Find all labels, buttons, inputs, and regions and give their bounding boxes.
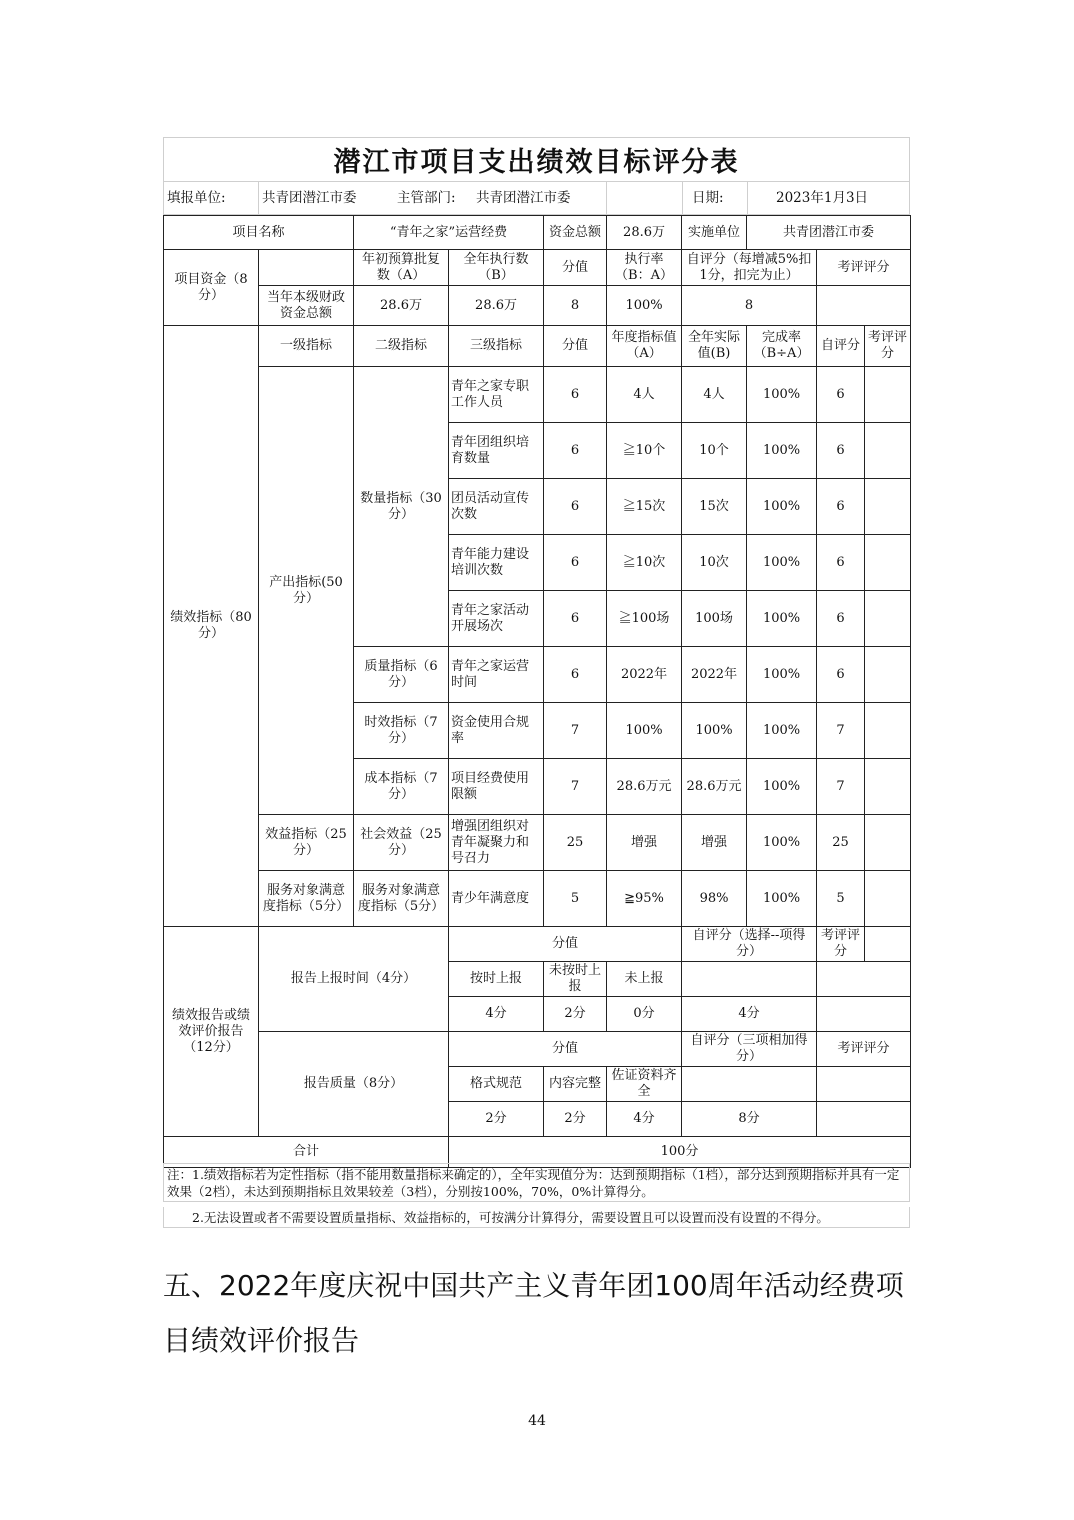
perf-l2-header: 二级指标 (354, 326, 449, 367)
report-time-header-row (164, 927, 911, 962)
dept-value: 共青团潜江市委 (476, 190, 571, 206)
perf-l2-service: 服务对象满意度指标（5分） (354, 871, 449, 927)
dept-label: 主管部门: (397, 190, 456, 206)
fund-total-value: 28.6万 (607, 216, 682, 250)
value-evidence: 4分 (607, 1102, 682, 1137)
value-none: 0分 (607, 997, 682, 1032)
report-quality-header-row (164, 1032, 911, 1067)
indicator-target: 增强 (607, 815, 682, 871)
total-value: 100分 (449, 1137, 911, 1168)
indicator-review (865, 815, 911, 871)
note-2: 2.无法设置或者不需要设置质量指标、效益指标的，可按满分计算得分，需要设置且可以设置而没有设置的不得分。 (163, 1207, 910, 1228)
indicator-target: 28.6万元 (607, 759, 682, 815)
report-time-label: 报告上报时间（4分） (259, 927, 449, 1032)
indicator-self: 25 (817, 815, 865, 871)
indicator-actual: 15次 (682, 479, 747, 535)
indicator-name: 青年之家专职工作人员 (449, 367, 544, 423)
table-title: 潜江市项目支出绩效目标评分表 (163, 137, 910, 181)
indicator-name: 青年之家活动开展场次 (449, 591, 544, 647)
indicator-score: 7 (544, 703, 607, 759)
indicator-name: 团员活动宣传次数 (449, 479, 544, 535)
indicator-review (865, 703, 911, 759)
date-value: 2023年1月3日 (776, 190, 869, 206)
indicator-rate: 100% (747, 535, 817, 591)
table-row (164, 815, 911, 871)
indicator-actual: 10次 (682, 535, 747, 591)
report-time-score-header: 分值 (449, 927, 682, 962)
funds-review-value (817, 286, 911, 326)
funds-section-label: 项目资金（8分） (164, 250, 259, 326)
perf-l2-timeliness: 时效指标（7分） (354, 703, 449, 759)
indicator-self: 7 (817, 759, 865, 815)
indicator-rate: 100% (747, 815, 817, 871)
report-time-self-header: 自评分（选择--项得分） (682, 927, 817, 962)
indicator-target: ≧10个 (607, 423, 682, 479)
indicator-score: 6 (544, 591, 607, 647)
option-none: 未上报 (607, 962, 682, 997)
indicator-name: 青年团组织培育数量 (449, 423, 544, 479)
perf-section-label: 绩效指标（80分） (164, 326, 259, 927)
perf-score-header: 分值 (544, 326, 607, 367)
indicator-self: 7 (817, 703, 865, 759)
project-name-value: “青年之家”运营经费 (354, 216, 544, 250)
indicator-self: 6 (817, 367, 865, 423)
indicator-self: 6 (817, 591, 865, 647)
indicator-score: 6 (544, 423, 607, 479)
impl-unit-value: 共青团潜江市委 (747, 216, 911, 250)
table-row (164, 871, 911, 927)
funds-rate-header: 执行率（B：A） (607, 250, 682, 286)
option-evidence: 佐证资料齐全 (607, 1067, 682, 1102)
info-row (163, 181, 910, 215)
indicator-actual: 2022年 (682, 647, 747, 703)
report-quality-self-value: 8分 (682, 1102, 817, 1137)
indicator-target: ≧95% (607, 871, 682, 927)
perf-actual-header: 全年实际值(B) (682, 326, 747, 367)
funds-budget-header: 年初预算批复数（A） (354, 250, 449, 286)
perf-target-header: 年度指标值（A） (607, 326, 682, 367)
indicator-rate: 100% (747, 423, 817, 479)
value-content: 2分 (544, 1102, 607, 1137)
funds-review-header: 考评评分 (817, 250, 911, 286)
indicator-actual: 100场 (682, 591, 747, 647)
indicator-actual: 增强 (682, 815, 747, 871)
perf-l1-output: 产出指标(50分） (259, 367, 354, 815)
table-row (164, 367, 911, 423)
funds-score-value: 8 (544, 286, 607, 326)
project-name-label: 项目名称 (164, 216, 354, 250)
indicator-review (865, 591, 911, 647)
report-quality-review-header: 考评评分 (817, 1032, 911, 1067)
funds-budget-value: 28.6万 (354, 286, 449, 326)
funds-exec-header: 全年执行数（B） (449, 250, 544, 286)
indicator-self: 6 (817, 647, 865, 703)
indicator-review (865, 871, 911, 927)
funds-score-header: 分值 (544, 250, 607, 286)
indicator-rate: 100% (747, 703, 817, 759)
perf-header-row (164, 326, 911, 367)
project-row (164, 216, 911, 250)
perf-l3-header: 三级指标 (449, 326, 544, 367)
indicator-score: 5 (544, 871, 607, 927)
indicator-name: 增强团组织对青年凝聚力和号召力 (449, 815, 544, 871)
funds-value-row (164, 286, 911, 326)
indicator-review (865, 535, 911, 591)
indicator-name: 青年之家运营时间 (449, 647, 544, 703)
funds-header-row (164, 250, 911, 286)
indicator-name: 青年能力建设培训次数 (449, 535, 544, 591)
indicator-actual: 98% (682, 871, 747, 927)
indicator-target: 2022年 (607, 647, 682, 703)
option-format: 格式规范 (449, 1067, 544, 1102)
indicator-self: 6 (817, 535, 865, 591)
indicator-target: ≧10次 (607, 535, 682, 591)
unit-value: 共青团潜江市委 (262, 190, 357, 206)
impl-unit-label: 实施单位 (682, 216, 747, 250)
indicator-rate: 100% (747, 591, 817, 647)
perf-l2-quality: 质量指标（6分） (354, 647, 449, 703)
page-number: 44 (528, 1413, 546, 1429)
indicator-self: 6 (817, 423, 865, 479)
perf-rate-header: 完成率（B÷A） (747, 326, 817, 367)
indicator-name: 青少年满意度 (449, 871, 544, 927)
indicator-target: ≧100场 (607, 591, 682, 647)
perf-l2-social: 社会效益（25分） (354, 815, 449, 871)
indicator-review (865, 479, 911, 535)
indicator-rate: 100% (747, 479, 817, 535)
indicator-score: 6 (544, 535, 607, 591)
indicator-review (865, 759, 911, 815)
note-1: 注：1.绩效指标若为定性指标（指不能用数量指标来确定的），全年实现值分为：达到预期指标（1档），部分达到预期指标并具有一定效果（2档），未达到预期指标且效果较差（3档），分别按100%，70%，0%计算得分。 (163, 1163, 910, 1202)
perf-self-header: 自评分 (817, 326, 865, 367)
indicator-self: 5 (817, 871, 865, 927)
report-quality-score-header: 分值 (449, 1032, 682, 1067)
funds-self-value: 8 (682, 286, 817, 326)
indicator-review (865, 647, 911, 703)
indicator-name: 项目经费使用限额 (449, 759, 544, 815)
funds-row-label: 当年本级财政资金总额 (259, 286, 354, 326)
total-label: 合计 (164, 1137, 449, 1168)
report-section-label: 绩效报告或绩效评价报告（12分） (164, 927, 259, 1137)
value-ontime: 4分 (449, 997, 544, 1032)
indicator-target: 100% (607, 703, 682, 759)
perf-review-header: 考评评分 (865, 326, 911, 367)
date-label: 日期: (692, 190, 724, 206)
indicator-actual: 100% (682, 703, 747, 759)
indicator-self: 6 (817, 479, 865, 535)
indicator-score: 25 (544, 815, 607, 871)
score-table (163, 215, 911, 1168)
indicator-score: 7 (544, 759, 607, 815)
perf-l1-header: 一级指标 (259, 326, 354, 367)
funds-exec-value: 28.6万 (449, 286, 544, 326)
indicator-rate: 100% (747, 871, 817, 927)
report-quality-self-header: 自评分（三项相加得分） (682, 1032, 817, 1067)
indicator-actual: 28.6万元 (682, 759, 747, 815)
option-late: 未按时上报 (544, 962, 607, 997)
indicator-score: 6 (544, 479, 607, 535)
indicator-rate: 100% (747, 367, 817, 423)
indicator-actual: 10个 (682, 423, 747, 479)
funds-self-header: 自评分（每增减5%扣1分，扣完为止） (682, 250, 817, 286)
value-late: 2分 (544, 997, 607, 1032)
perf-l1-benefit: 效益指标（25分） (259, 815, 354, 871)
value-format: 2分 (449, 1102, 544, 1137)
report-quality-label: 报告质量（8分） (259, 1032, 449, 1137)
unit-label: 填报单位: (167, 190, 226, 206)
indicator-score: 6 (544, 367, 607, 423)
indicator-rate: 100% (747, 759, 817, 815)
indicator-rate: 100% (747, 647, 817, 703)
report-time-self-value: 4分 (682, 997, 817, 1032)
funds-rate-value: 100% (607, 286, 682, 326)
indicator-review (865, 367, 911, 423)
perf-l2-cost: 成本指标（7分） (354, 759, 449, 815)
option-ontime: 按时上报 (449, 962, 544, 997)
indicator-name: 资金使用合规率 (449, 703, 544, 759)
report-time-review-header: 考评评分 (817, 927, 865, 962)
indicator-score: 6 (544, 647, 607, 703)
option-content: 内容完整 (544, 1067, 607, 1102)
indicator-review (865, 423, 911, 479)
indicator-target: ≧15次 (607, 479, 682, 535)
perf-l1-service: 服务对象满意度指标（5分） (259, 871, 354, 927)
perf-l2-quantity: 数量指标（30分） (354, 367, 449, 647)
indicator-actual: 4人 (682, 367, 747, 423)
section-heading: 五、2022年度庆祝中国共产主义青年团100周年活动经费项目绩效评价报告 (163, 1269, 904, 1357)
indicator-target: 4人 (607, 367, 682, 423)
fund-total-label: 资金总额 (544, 216, 607, 250)
